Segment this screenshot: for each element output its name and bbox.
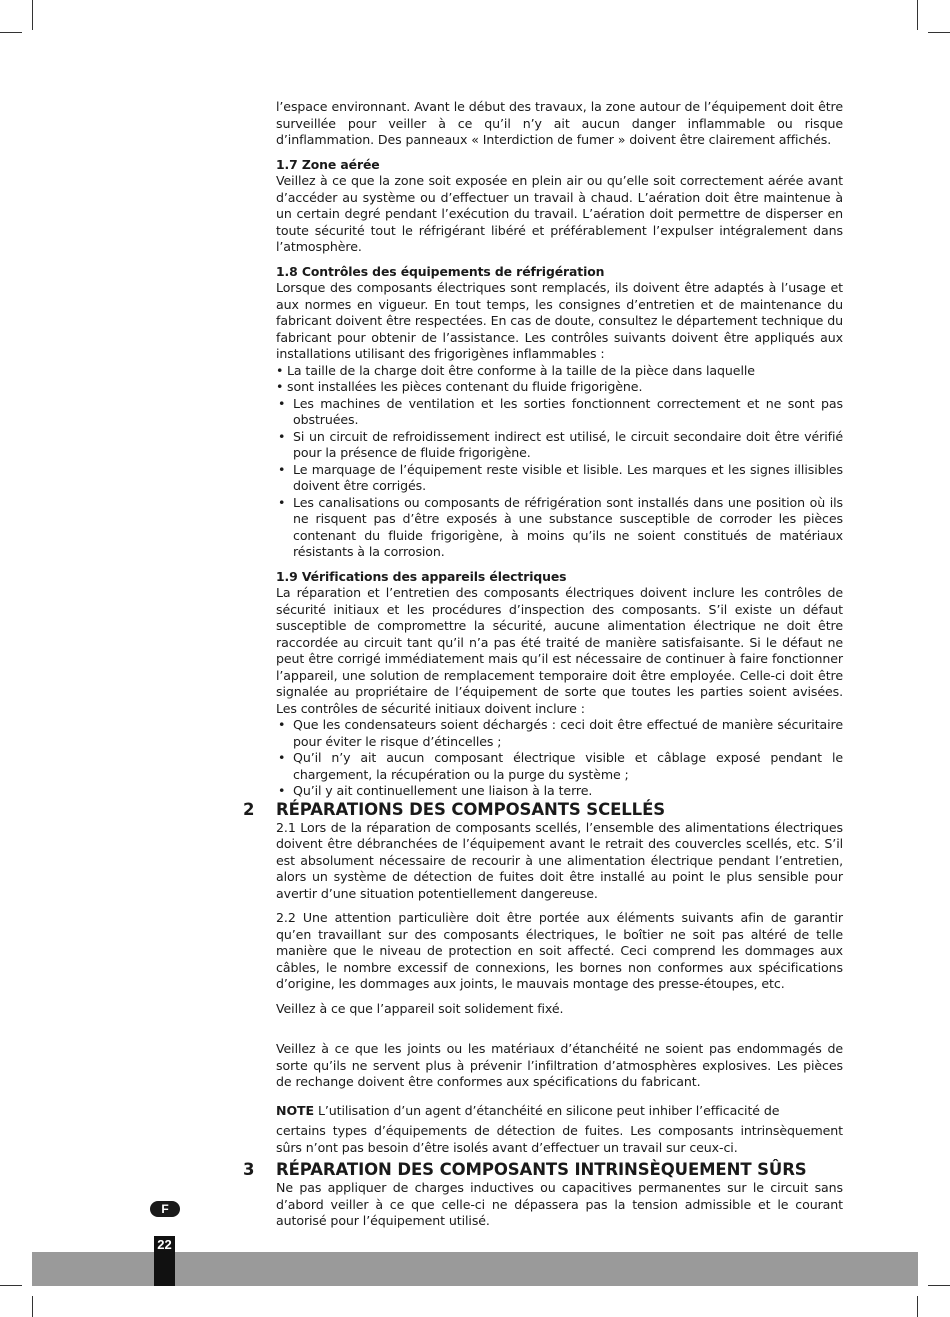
section-paragraph: 2.2 Une attention particulière doit être portée aux éléments suivants afin de garantir qu’en travaillant sur des composants électriques, le boîtier ne soit pas altéré de telle manière que le niveau de protection en soit affecté. Ceci comprend les dommages aux câbles, le nombre excessif de connexions, les bornes non conformes aux spécifications d’origine, les dommages aux joints, le mauvais montage des presse-étoupes, etc. — [276, 910, 843, 991]
note — [276, 1103, 843, 1120]
subsection-1-8 — [276, 264, 843, 561]
subsection-body: Lorsque des composants électriques sont remplacés, ils doivent être adaptés à l’usage et aux normes en vigueur. En tout temps, les consignes d’entretien et de maintenance du fabricant doivent être respectées. En cas de doute, consultez le département technique du fabricant pour obtenir de l’assistance. Les contrôles suivants doivent être appliqués aux installations utilisant des frigorigènes inflammables : — [276, 280, 843, 361]
section-number: 3 — [243, 1160, 255, 1179]
section-number: 2 — [243, 799, 255, 819]
page-number: 22 — [157, 1237, 172, 1252]
crop-mark — [917, 1296, 918, 1317]
section-paragraph: Veillez à ce que les joints ou les matériaux d’étanchéité ne soient pas endommagés de sorte qu’ils ne servent plus à prévenir l’infiltration d’atmosphères explosives. Les pièces de rechange doivent être conformes aux spécifications du fabricant. — [276, 1041, 843, 1089]
subsection-heading: 1.9 Vérifications des appareils électriques — [276, 568, 567, 584]
list-item: • Le marquage de l’équipement reste visible et lisible. Les marques et les signes illisibles doivent être corrigés. — [276, 462, 843, 495]
bullet-list — [276, 396, 843, 561]
section-paragraph: Veillez à ce que l’appareil soit solidement fixé. — [276, 1000, 564, 1016]
crop-mark — [32, 1296, 33, 1317]
list-item: • sont installées les pièces contenant du fluide frigorigène. — [276, 379, 843, 396]
intro-paragraph: l’espace environnant. Avant le début des travaux, la zone autour de l’équipement doit être surveillée pour veiller à ce qu’il n’y ait aucun danger inflammable ou risque d’inflammation. Des panneaux « Interdiction de fumer » doivent être clairement affichés. — [276, 99, 843, 147]
subsection-body: La réparation et l’entretien des composants électriques doivent inclure les contrôles de sécurité initiaux et les procédures d’inspection des composants. S’il existe un défaut susceptible de compromettre la sécurité, aucune alimentation électrique ne doit être raccordée au circuit tant qu’il n’a pas été traité de manière satisfaisante. Si le défaut ne peut être corrigé immédiatement mais qu’il est nécessaire de continuer à faire fonctionner l’appareil, une solution de remplacement temporaire doit être employée. Celle-ci doit être signalée au propriétaire de l’équipement de sorte que toutes les parties soient avisées. Les contrôles de sécurité initiaux doivent inclure : — [276, 585, 843, 716]
subsection-heading: 1.8 Contrôles des équipements de réfrigération — [276, 263, 605, 279]
subsection-1-7 — [276, 157, 843, 256]
bullet-list — [276, 363, 843, 396]
section-title: RÉPARATIONS DES COMPOSANTS SCELLÉS — [276, 799, 666, 819]
crop-mark — [917, 0, 918, 30]
list-item: • La taille de la charge doit être conforme à la taille de la pièce dans laquelle — [276, 363, 843, 380]
list-item: • Qu’il n’y ait aucun composant électrique visible et câblage exposé pendant le chargement, la récupération ou la purge du système ; — [276, 750, 843, 783]
page-content — [243, 99, 843, 1230]
section-paragraph: 2.1 Lors de la réparation de composants scellés, l’ensemble des alimentations électriques doivent être débranchées de l’équipement avant le retrait des couvercles scellés, etc. S’il est absolument nécessaire de recourir à une alimentation électrique pendant l’entretien, alors un système de détection de fuites doit être installé au point le plus sensible pour avertir d’une situation potentiellement dangereuse. — [276, 819, 843, 901]
section-title: RÉPARATION DES COMPOSANTS INTRINSÈQUEMENT SÛRS — [276, 1160, 807, 1179]
page-number-tab — [154, 1236, 175, 1286]
subsection-heading: 1.7 Zone aérée — [276, 156, 380, 172]
list-item: • Si un circuit de refroidissement indirect est utilisé, le circuit secondaire doit être vérifié pour la présence de fluide frigorigène. — [276, 429, 843, 462]
list-item: • Les canalisations ou composants de réfrigération sont installés dans une position où ils ne risquent pas d’être exposés à une substance susceptible de corroder les pièces contenant du fluide frigorigène, à moins qu’ils ne soient constitués de matériaux résistants à la corrosion. — [276, 495, 843, 561]
note-continuation: certains types d’équipements de détection de fuites. Les composants intrinsèquement sûrs n’ont pas besoin d’être isolés avant d’effectuer un travail sur ceux-ci. — [276, 1123, 843, 1155]
crop-mark — [928, 1285, 950, 1286]
list-item: • Que les condensateurs soient déchargés : ceci doit être effectué de manière sécuritaire pour éviter le risque d’étincelles ; — [276, 717, 843, 750]
list-item: • Qu’il y ait continuellement une liaison à la terre. — [276, 783, 843, 800]
list-item: • Les machines de ventilation et les sorties fonctionnent correctement et ne sont pas obstruées. — [276, 396, 843, 429]
subsection-body: Veillez à ce que la zone soit exposée en plein air ou qu’elle soit correctement aérée avant d’accéder au système ou d’effectuer un travail à chaud. L’aération doit être maintenue à un certain degré pendant l’exécution du travail. L’aération doit permettre de disperser en toute sécurité tout le réfrigérant libéré et préférablement l’expulser intégralement dans l’atmosphère. — [276, 173, 843, 254]
note-text: L’utilisation d’un agent d’étanchéité en silicone peut inhiber l’efficacité de — [314, 1102, 780, 1118]
section-paragraph: Ne pas appliquer de charges inductives ou capacitives permanentes sur le circuit sans d’abord veiller à ce que celle-ci ne dépassera pas la tension admissible et le courant autorisé pour l’équipement utilisé. — [276, 1180, 843, 1228]
note-label: NOTE — [276, 1102, 315, 1118]
crop-mark — [0, 1285, 22, 1286]
language-badge: F — [150, 1201, 180, 1217]
bullet-list — [276, 717, 843, 800]
crop-mark — [928, 32, 950, 33]
crop-mark — [32, 0, 33, 30]
section-heading — [243, 1160, 843, 1180]
subsection-1-9 — [276, 569, 843, 800]
section-heading — [243, 799, 843, 820]
crop-mark — [0, 32, 22, 33]
